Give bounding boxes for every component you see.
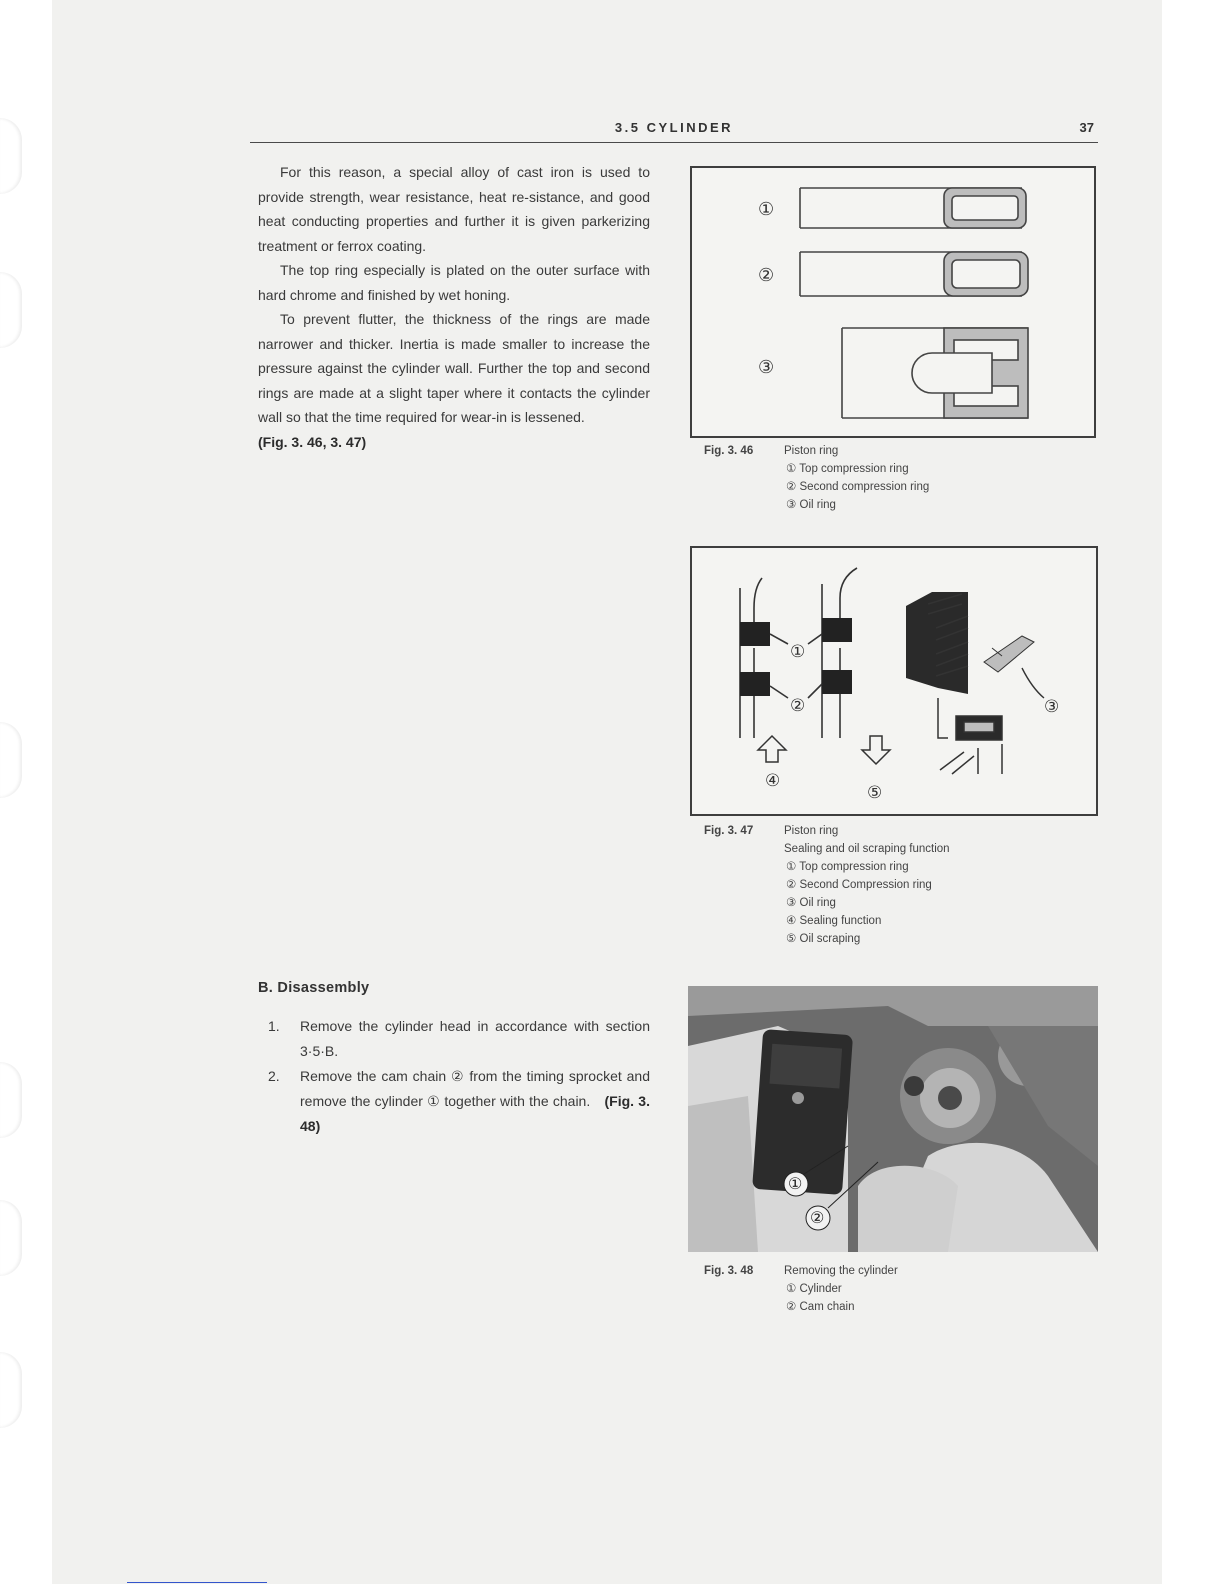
paragraph: To prevent flutter, the thickness of the rings are made narrower and thicker. Inertia is made smaller to increase the pressure against the cylinder wall. Further the top and second rings are made at a slight taper where it contacts the cylinder wall so that the time required for wear-in is lessened. [258, 311, 650, 425]
list-item [268, 1014, 650, 1064]
marker-3: ③ [1044, 697, 1060, 717]
figure-label: Fig. 3. 48 [704, 1265, 754, 1277]
paragraph: For this reason, a special alloy of cast iron is used to provide strength, wear resistance, heat re-sistance, and good heat conducting properties and further it is given parkerizing treatment or ferrox coating. [258, 164, 650, 254]
top-ring-section [800, 188, 1026, 228]
page-link-underline [127, 1582, 267, 1583]
oil-ring-section [842, 328, 1028, 418]
figure-ring-function [690, 546, 1098, 816]
intro-text [258, 160, 650, 454]
second-ring-section [800, 252, 1028, 296]
binder-hole [0, 272, 22, 348]
oil-ring-detail [938, 698, 1002, 774]
page-header [250, 118, 1098, 143]
section-title: 3.5 CYLINDER [614, 120, 734, 135]
ring-function-diagram [692, 548, 1096, 814]
figure-reference: (Fig. 3. 48) [300, 1093, 650, 1134]
cylinder-removal-photo [688, 986, 1098, 1252]
step-number: 1. [268, 1018, 280, 1034]
caption-item: ③ Oil ring [786, 897, 836, 909]
marker-2: ② [790, 696, 806, 716]
caption-item: ② Second Compression ring [786, 879, 932, 891]
caption-title: Piston ring [784, 445, 839, 457]
figure-piston-rings [690, 166, 1096, 438]
figure-label: Fig. 3. 47 [704, 825, 754, 837]
marker-3: ③ [758, 357, 775, 378]
caption-item: ④ Sealing function [786, 915, 882, 927]
step-text: Remove the cam chain ② from the timing sprocket and remove the cylinder ① together with the chain. [300, 1068, 650, 1109]
caption-title: Removing the cylinder [784, 1265, 898, 1277]
caption-item: ① Cylinder [786, 1283, 842, 1295]
caption-subtitle: Sealing and oil scraping function [784, 843, 950, 855]
caption-item: ① Top compression ring [786, 463, 909, 475]
binder-hole [0, 722, 22, 798]
photo-marker-2: ② [810, 1208, 825, 1227]
marker-4: ④ [765, 771, 781, 791]
marker-5: ⑤ [867, 783, 883, 803]
step-text: Remove the cylinder head in accordance with section 3·5·B. [300, 1018, 650, 1059]
figure-label: Fig. 3. 46 [704, 445, 754, 457]
disassembly-steps [268, 1014, 650, 1139]
marker-1: ① [758, 199, 775, 220]
binder-hole [0, 1200, 22, 1276]
marker-2: ② [758, 265, 775, 286]
caption-item: ③ Oil ring [786, 499, 836, 511]
binder-hole [0, 1352, 22, 1428]
binder-hole [0, 1062, 22, 1138]
caption-item: ⑤ Oil scraping [786, 933, 861, 945]
binder-hole [0, 118, 22, 194]
caption-item: ① Top compression ring [786, 861, 909, 873]
oil-ring-3d [906, 592, 1034, 694]
page-number: 37 [1079, 120, 1094, 135]
section-heading: B. Disassembly [258, 980, 370, 996]
paragraph: The top ring especially is plated on the outer surface with hard chrome and finished by wet honing. [258, 262, 650, 303]
caption-item: ② Cam chain [786, 1301, 855, 1313]
step-number: 2. [268, 1068, 280, 1084]
caption-title: Piston ring [784, 825, 839, 837]
figure-reference: (Fig. 3. 46, 3. 47) [258, 433, 367, 450]
piston-ring-diagram [692, 168, 1094, 436]
direction-arrows [758, 736, 890, 764]
caption-item: ② Second compression ring [786, 481, 930, 493]
list-item [268, 1064, 650, 1139]
photo-marker-1: ① [788, 1174, 803, 1193]
marker-1: ① [790, 642, 806, 662]
